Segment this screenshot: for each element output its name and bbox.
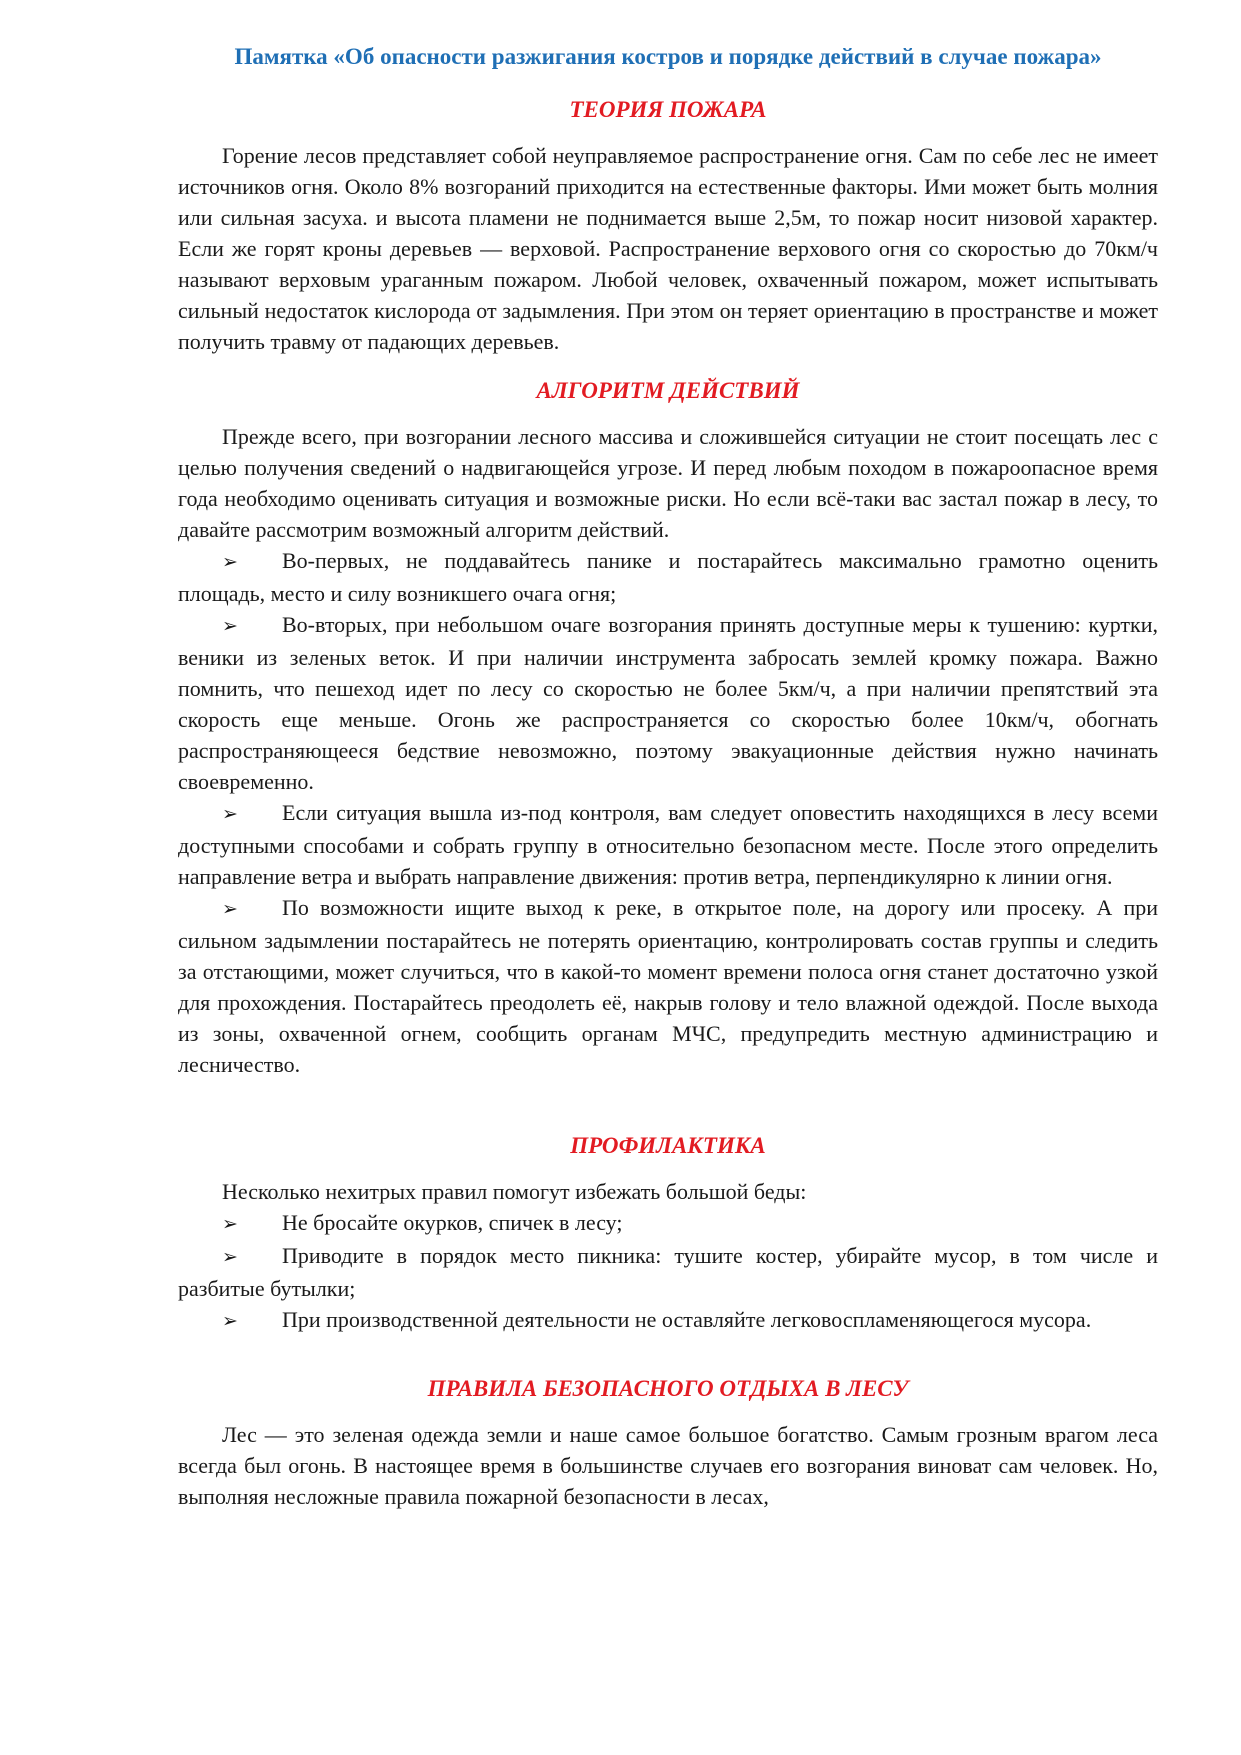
arrow-bullet-icon: ➢ [222,1310,238,1332]
rules-paragraph: Лес — это зеленая одежда земли и наше самое большое богатство. Самым грозным врагом леса всегда был огонь. В настоящее время в большинстве случаев его возгорания виноват сам человек. Но, выполняя несложные правила пожарной безопасности в лесах, [178,1422,1158,1509]
algorithm-list-item [178,892,1158,1080]
list-item-text: При производственной деятельности не оставляйте легковоспламеняющегося мусора. [282,1307,1092,1332]
list-item-text: Приводите в порядок место пикника: тушите костер, убирайте мусор, в том числе и разбитые бутылки; [178,1243,1158,1301]
document-page [178,40,1158,1512]
section-heading-rules: ПРАВИЛА БЕЗОПАСНОГО ОТДЫХА В ЛЕСУ [427,1376,909,1401]
list-item-text: Во-первых, не поддавайтесь панике и постарайтесь максимально грамотно оценить площадь, место и силу возникшего очага огня; [178,548,1158,606]
algorithm-list-item [178,545,1158,609]
document-title: Памятка «Об опасности разжигания костров и порядке действий в случае пожара» [234,44,1102,69]
arrow-bullet-icon: ➢ [222,898,238,920]
list-item-text: Во-вторых, при небольшом очаге возгорания принять доступные меры к тушению: куртки, веники из зеленых веток. И при наличии инструмента забросать землей кромку пожара. Важно помнить, что пешеход идет по лесу со скоростью не более 5км/ч, а при наличии препятствий эта скорость еще меньше. Огонь же распространяется со скоростью более 10км/ч, обогнать распространяющееся бедствие невозможно, поэтому эвакуационные действия нужно начинать своевременно. [178,612,1158,794]
section-heading-algorithm: АЛГОРИТМ ДЕЙСТВИЙ [536,378,800,403]
section-heading-prevention: ПРОФИЛАКТИКА [570,1133,766,1158]
arrow-bullet-icon: ➢ [222,1246,238,1268]
arrow-bullet-icon: ➢ [222,551,238,573]
algorithm-intro-paragraph: Прежде всего, при возгорании лесного массива и сложившейся ситуации не стоит посещать лес с целью получения сведений о надвигающейся угрозе. И перед любым походом в пожароопасное время года необходимо оценивать ситуация и возможные риски. Но если всё-таки вас застал пожар в лесу, то давайте рассмотрим возможный алгоритм действий. [178,424,1158,542]
arrow-bullet-icon: ➢ [222,1213,238,1235]
arrow-bullet-icon: ➢ [222,615,238,637]
section-heading-theory: ТЕОРИЯ ПОЖАРА [569,97,767,122]
list-item-text: Не бросайте окурков, спичек в лесу; [282,1210,623,1235]
algorithm-list-item [178,609,1158,797]
prevention-list-item [178,1207,1158,1240]
theory-paragraph: Горение лесов представляет собой неуправляемое распространение огня. Сам по себе лес не имеет источников огня. Около 8% возгораний приходится на естественные факторы. Ими может быть молния или сильная засуха. и высота пламени не поднимается выше 2,5м, то пожар носит низовой характер. Если же горят кроны деревьев — верховой. Распространение верхового огня со скоростью до 70км/ч называют верховым ураганным пожаром. Любой человек, охваченный пожаром, может испытывать сильный недостаток кислорода от задымления. При этом он теряет ориентацию в пространстве и может получить травму от падающих деревьев. [178,143,1158,354]
algorithm-list-item [178,797,1158,892]
prevention-intro-paragraph: Несколько нехитрых правил помогут избежать большой беды: [222,1179,807,1204]
prevention-list-item [178,1240,1158,1304]
prevention-list-item [178,1304,1158,1337]
arrow-bullet-icon: ➢ [222,803,238,825]
list-item-text: По возможности ищите выход к реке, в открытое поле, на дорогу или просеку. А при сильном задымлении постарайтесь не потерять ориентацию, контролировать состав группы и следить за отстающими, может случиться, что в какой-то момент времени полоса огня станет достаточно узкой для прохождения. Постарайтесь преодолеть её, накрыв голову и тело влажной одеждой. После выхода из зоны, охваченной огнем, сообщить органам МЧС, предупредить местную администрацию и лесничество. [178,895,1158,1077]
list-item-text: Если ситуация вышла из-под контроля, вам следует оповестить находящихся в лесу всеми доступными способами и собрать группу в относительно безопасном месте. После этого определить направление ветра и выбрать направление движения: против ветра, перпендикулярно к линии огня. [178,800,1158,889]
